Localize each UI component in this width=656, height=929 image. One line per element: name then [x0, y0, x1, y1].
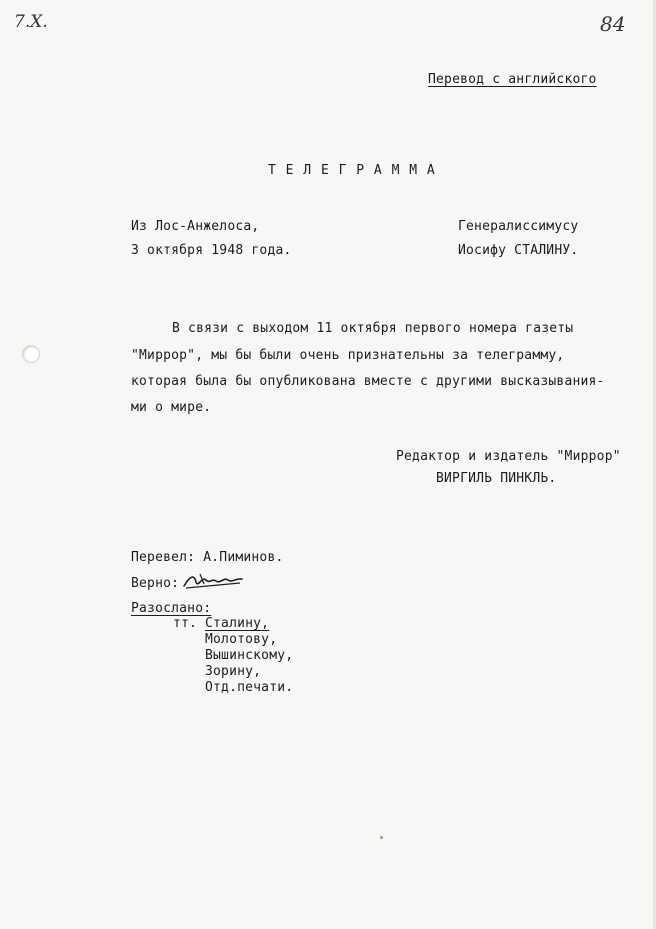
handwritten-mark-top-left: 7.X.	[14, 12, 48, 32]
origin-line-2: 3 октября 1948 года.	[131, 243, 292, 258]
addressee-line-2: Иосифу СТАЛИНУ.	[458, 243, 579, 258]
page-number-handwritten: 84	[600, 12, 626, 36]
recipient-item: Зорину,	[205, 664, 262, 679]
punch-hole	[22, 345, 40, 363]
recipient-item: Вышинскому,	[205, 648, 294, 663]
recipient-item: Сталину,	[205, 616, 270, 631]
body-line-1: В связи с выходом 11 октября первого номера газеты	[172, 321, 574, 336]
recipient-item: Молотову,	[205, 632, 278, 647]
distribution-label: Разослано:	[131, 601, 212, 616]
translator-line: Перевел: А.Пиминов.	[131, 550, 284, 565]
body-line-4: ми о мире.	[131, 400, 212, 415]
signature-name: ВИРГИЛЬ ПИНКЛЬ.	[436, 471, 557, 486]
translation-note: Перевод с английского	[428, 72, 597, 87]
paper-speck	[380, 836, 383, 839]
handwritten-signature	[180, 568, 250, 594]
body-line-3: которая была бы опубликована вместе с другими высказывания-	[131, 374, 605, 389]
origin-line-1: Из Лос-Анжелоса,	[131, 219, 260, 234]
body-line-2: "Миррор", мы бы были очень признательны за телеграмму,	[131, 348, 565, 363]
verified-label: Верно:	[131, 576, 180, 591]
document-title: Т Е Л Е Г Р А М М А	[268, 163, 436, 178]
recipients-prefix: тт.	[173, 616, 198, 631]
signature-title: Редактор и издатель "Миррор"	[396, 449, 621, 464]
addressee-line-1: Генералиссимусу	[458, 219, 579, 234]
recipient-item: Отд.печати.	[205, 680, 294, 695]
